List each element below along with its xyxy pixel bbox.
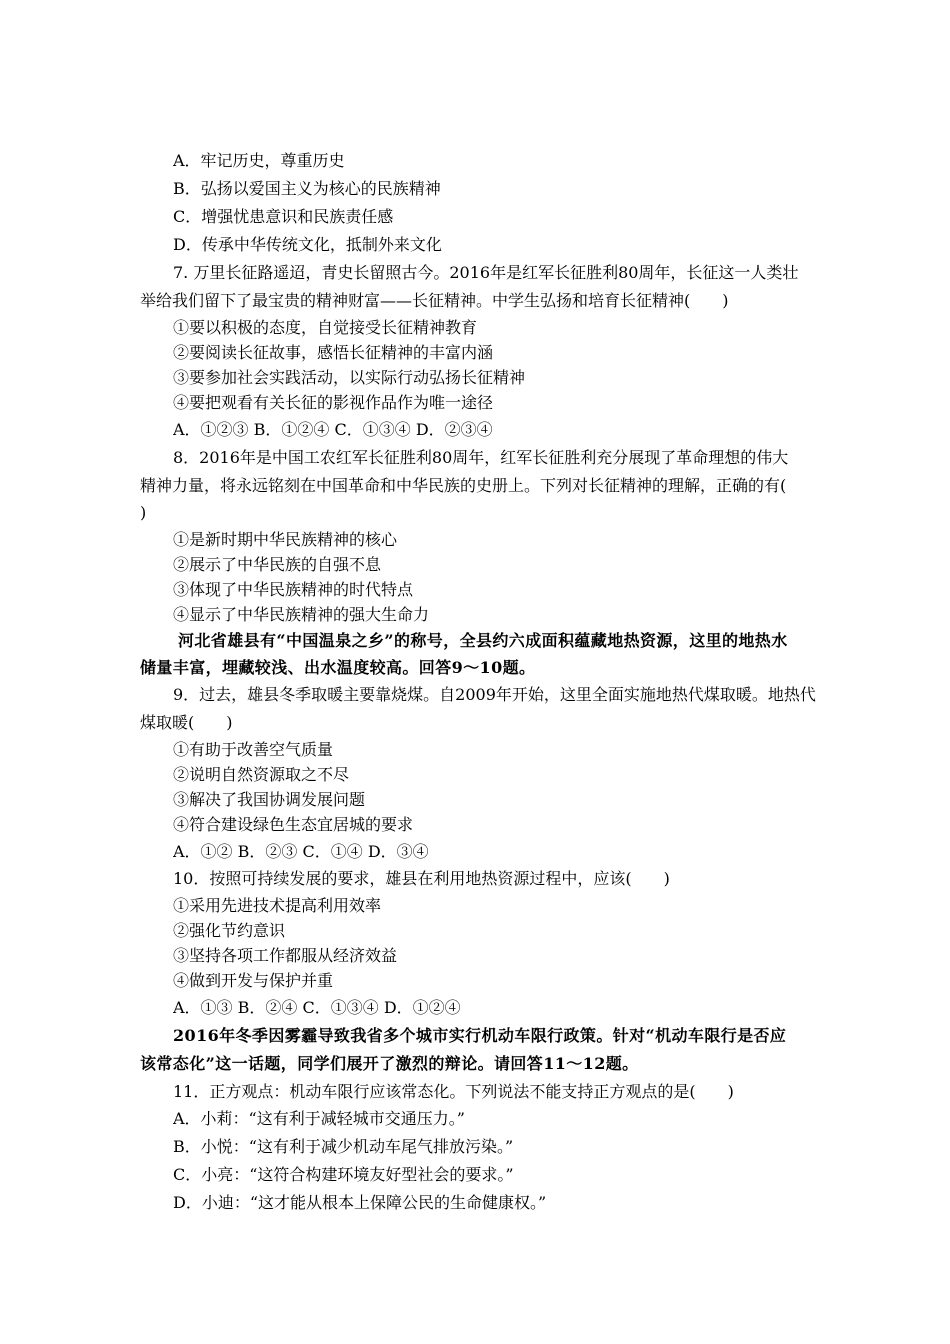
q9-stem-line1: 9．过去，雄县冬季取暖主要靠烧煤。自2009年开始，这里全面实施地热代煤取暖。地热代 [173, 685, 816, 704]
q7-stem-line1: 7. 万里长征路遥迢，青史长留照古今。2016年是红军长征胜利80周年，长征这一人类壮 [173, 263, 799, 282]
q6-option-d: D．传承中华传统文化，抵制外来文化 [173, 235, 442, 254]
q9-item-4: ④符合建设绿色生态宜居城的要求 [173, 815, 414, 834]
q7-choices: A．①②③ B．①②④ C．①③④ D．②③④ [173, 420, 493, 439]
q8-item-3: ③体现了中华民族精神的时代特点 [173, 580, 414, 599]
q8-item-4: ④显示了中华民族精神的强大生命力 [173, 605, 430, 624]
q11-option-c: C．小亮：“这符合构建环境友好型社会的要求。” [173, 1165, 514, 1184]
q7-stem-line2: 举给我们留下了最宝贵的精神财富——长征精神。中学生弘扬和培育长征精神( ) [140, 291, 729, 310]
q7-item-1: ①要以积极的态度，自觉接受长征精神教育 [173, 318, 478, 337]
passage2-line2: 该常态化”这一话题，同学们展开了激烈的辩论。请回答11～12题。 [140, 1054, 639, 1073]
q10-item-4: ④做到开发与保护并重 [173, 971, 334, 990]
passage1-line2: 储量丰富，埋藏较浅、出水温度较高。回答9～10题。 [140, 658, 536, 677]
q10-choices: A．①③ B．②④ C．①③④ D．①②④ [173, 998, 461, 1017]
q10-stem: 10．按照可持续发展的要求，雄县在利用地热资源过程中，应该( ) [173, 869, 670, 888]
q11-option-d: D．小迪：“这才能从根本上保障公民的生命健康权。” [173, 1193, 547, 1212]
q9-item-2: ②说明自然资源取之不尽 [173, 765, 350, 784]
q11-option-a: A．小莉：“这有利于减轻城市交通压力。” [173, 1109, 465, 1128]
q9-choices: A．①② B．②③ C．①④ D．③④ [173, 842, 429, 861]
q10-item-2: ②强化节约意识 [173, 921, 286, 940]
q9-item-1: ①有助于改善空气质量 [173, 740, 334, 759]
q8-item-1: ①是新时期中华民族精神的核心 [173, 530, 398, 549]
q10-item-1: ①采用先进技术提高利用效率 [173, 896, 382, 915]
q6-option-c: C．增强忧患意识和民族责任感 [173, 207, 394, 226]
q8-stem-line2: 精神力量，将永远铭刻在中国革命和中华民族的史册上。下列对长征精神的理解，正确的有( [140, 476, 787, 495]
q7-item-4: ④要把观看有关长征的影视作品作为唯一途径 [173, 393, 494, 412]
q8-stem-line3: ) [140, 503, 147, 522]
q6-option-b: B．弘扬以爱国主义为核心的民族精神 [173, 179, 441, 198]
passage1-line1: 河北省雄县有“中国温泉之乡”的称号，全县约六成面积蕴藏地热资源，这里的地热水 [178, 631, 788, 650]
q8-stem-line1: 8．2016年是中国工农红军长征胜利80周年，红军长征胜利充分展现了革命理想的伟大 [173, 448, 789, 467]
q11-stem: 11．正方观点：机动车限行应该常态化。下列说法不能支持正方观点的是( ) [173, 1082, 734, 1101]
q8-item-2: ②展示了中华民族的自强不息 [173, 555, 382, 574]
passage2-line1: 2016年冬季因雾霾导致我省多个城市实行机动车限行政策。针对“机动车限行是否应 [173, 1026, 787, 1045]
q7-item-2: ②要阅读长征故事，感悟长征精神的丰富内涵 [173, 343, 494, 362]
q9-item-3: ③解决了我国协调发展问题 [173, 790, 366, 809]
q9-stem-line2: 煤取暖( ) [140, 713, 233, 732]
q11-option-b: B．小悦：“这有利于减少机动车尾气排放污染。” [173, 1137, 514, 1156]
q10-item-3: ③坚持各项工作都服从经济效益 [173, 946, 398, 965]
q6-option-a: A．牢记历史，尊重历史 [173, 151, 345, 170]
q7-item-3: ③要参加社会实践活动，以实际行动弘扬长征精神 [173, 368, 526, 387]
